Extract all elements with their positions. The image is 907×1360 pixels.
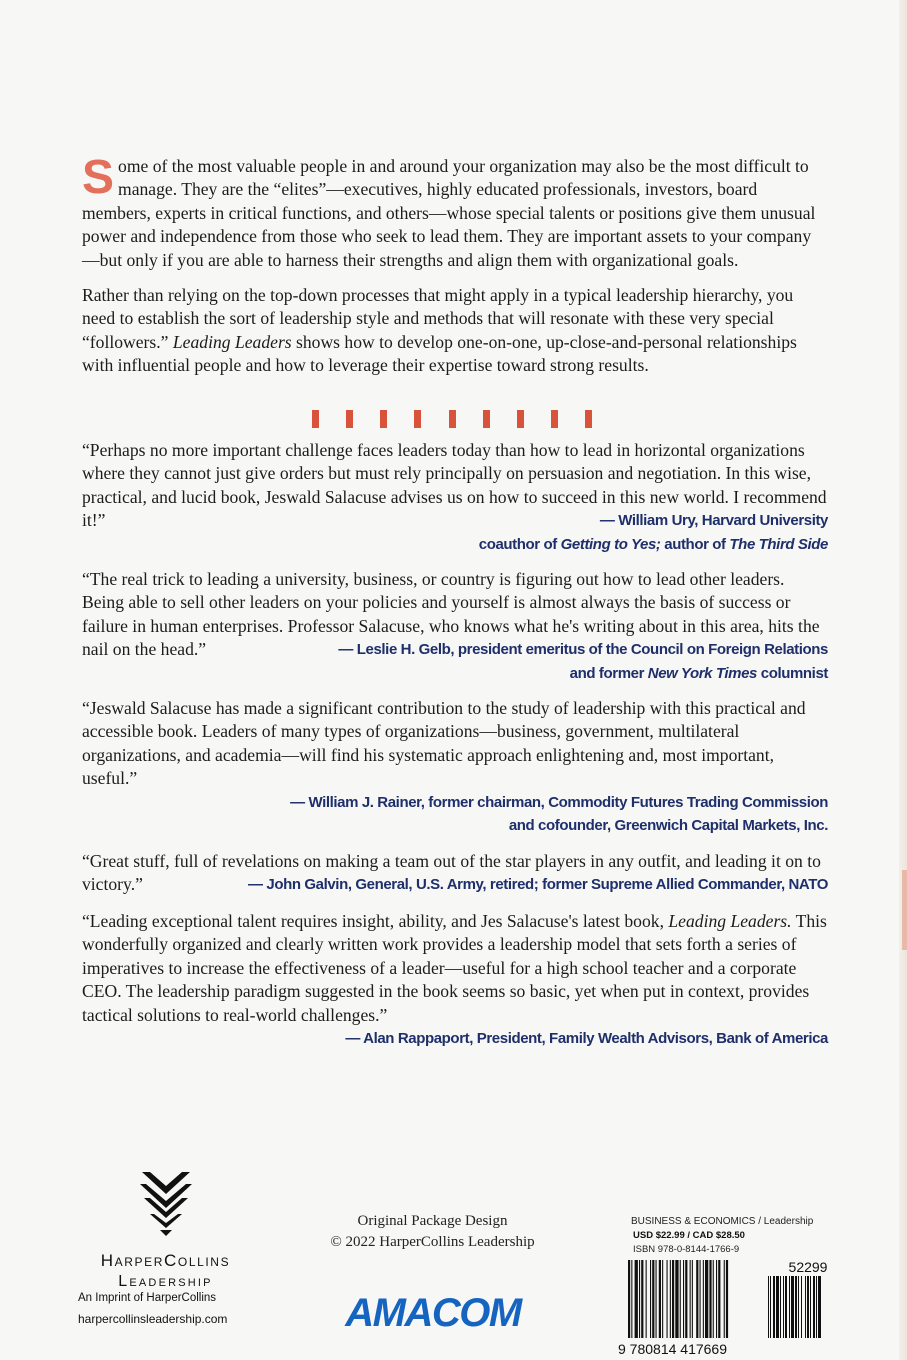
barcode-bar <box>703 1260 704 1338</box>
divider-dash <box>585 410 592 428</box>
isbn-barcode <box>618 1258 828 1358</box>
quote-text: “Perhaps no more important challenge faces leaders today than how to lead in horizontal organizations where they cannot just give orders but must rely principally on persuasion and negotiation. In this wise, practical, and lucid book, Jeswald Salacuse advises us on how to succeed in this new world. I recommend it!” <box>82 440 827 531</box>
divider-dash <box>551 410 558 428</box>
addon-digits: 52299 <box>788 1259 828 1275</box>
barcode-bar <box>641 1260 643 1338</box>
right-edge-strip <box>899 0 907 1360</box>
harpercollins-logo <box>78 1168 253 1291</box>
edge-color-mark <box>902 870 907 950</box>
quote-text: “Great stuff, full of revelations on making a team out of the star players in any outfit, and leading it on to victory.” — John Galvin, General, U.S. Army, retired; former Supreme Allied Commander, NATO <box>82 850 828 897</box>
addon-bar <box>785 1276 787 1338</box>
barcode-bar <box>675 1260 678 1338</box>
quote-galvin <box>82 850 828 897</box>
divider-dash <box>346 410 353 428</box>
publisher-url: harpercollinsleadership.com <box>78 1312 228 1326</box>
divider-dash <box>312 410 319 428</box>
barcode-bar <box>659 1260 661 1338</box>
barcode-bar <box>713 1260 714 1338</box>
logo-wordmark-top: HarperCollins <box>100 1251 231 1270</box>
addon-bar <box>818 1276 821 1338</box>
barcode-digits: 9 780814 417669 <box>618 1341 727 1357</box>
quote-gelb <box>82 568 828 685</box>
addon-bar <box>783 1276 784 1338</box>
divider-dash <box>380 410 387 428</box>
attribution-line-1: — John Galvin, General, U.S. Army, retired; former Supreme Allied Commander, NATO <box>248 876 828 894</box>
book-category: BUSINESS & ECONOMICS / Leadership <box>631 1216 814 1227</box>
addon-barcode-bars <box>768 1276 821 1338</box>
quote-rappaport <box>82 910 828 1050</box>
intro-text <box>82 151 827 390</box>
divider-dash <box>517 410 524 428</box>
quote-rainer <box>82 697 828 837</box>
barcode-bars <box>628 1260 728 1338</box>
barcode-bar <box>667 1260 668 1338</box>
divider-dash <box>449 410 456 428</box>
attribution-line-1: — Alan Rappaport, President, Family Wealth Advisors, Bank of America <box>345 1030 828 1048</box>
book-price: USD $22.99 / CAD $28.50 <box>633 1230 745 1241</box>
barcode-bar <box>696 1260 698 1338</box>
attribution-line-2: and cofounder, Greenwich Capital Markets, Inc. <box>508 817 828 835</box>
barcode-bar <box>672 1260 674 1338</box>
imprint-text: An Imprint of HarperCollins <box>78 1292 217 1304</box>
barcode-bar <box>716 1260 717 1338</box>
section-divider <box>312 410 592 428</box>
barcode-bar <box>670 1260 671 1338</box>
addon-bar <box>805 1276 806 1338</box>
barcode-bar <box>683 1260 684 1338</box>
addon-bar <box>816 1276 817 1338</box>
package-credit: Original Package Design © 2022 HarperCollins Leadership <box>330 1213 535 1250</box>
barcode-bar <box>690 1260 691 1338</box>
attribution-line-1: — William J. Rainer, former chairman, Commodity Futures Trading Commission <box>290 793 828 811</box>
barcode-bar <box>652 1260 654 1338</box>
amacom-logo <box>330 1286 536 1334</box>
addon-bar <box>798 1276 799 1338</box>
barcode-bar <box>639 1260 640 1338</box>
logo-wordmark-bottom: Leadership <box>118 1273 213 1290</box>
addon-bar <box>795 1276 797 1338</box>
barcode-bar <box>662 1260 663 1338</box>
addon-bar <box>776 1276 779 1338</box>
barcode-bar <box>692 1260 693 1338</box>
barcode-bar <box>709 1260 711 1338</box>
addon-bar <box>791 1276 794 1338</box>
quote-ury <box>82 439 828 556</box>
barcode-bar <box>726 1260 728 1338</box>
quote-text: “Jeswald Salacuse has made a significant contribution to the study of leadership with this practical and accessible book. Leaders of many types of organizations—business, government, multilateral organizations, and academia—will find his systematic approach enlightening and, most important, useful.” <box>82 698 806 789</box>
addon-bar <box>810 1276 811 1338</box>
addon-bar <box>789 1276 790 1338</box>
barcode-bar <box>685 1260 687 1338</box>
barcode-bar <box>631 1260 632 1338</box>
barcode-bar <box>705 1260 708 1338</box>
addon-bar <box>773 1276 775 1338</box>
barcode-bar <box>724 1260 725 1338</box>
addon-bar <box>768 1276 769 1338</box>
divider-dash <box>414 410 421 428</box>
barcode-bar <box>628 1260 630 1338</box>
quote-text: “Leading exceptional talent requires insight, ability, and Jes Salacuse's latest book, Leading Leaders. This wonderfully organized and clearly written work provides a leadership model that sets forth a series of imperatives to increase the effectiveness of a leader—useful for a high school teacher and a corporate CEO. The leadership paradigm suggested in the book seems so basic, yet when put in context, provides tactical solutions to real-world challenges.” <box>82 911 827 1025</box>
barcode-bar <box>700 1260 701 1338</box>
barcode-bar <box>680 1260 681 1338</box>
attribution-line-1: — William Ury, Harvard University <box>599 512 828 530</box>
amacom-wordmark: AMACOM <box>345 1291 521 1334</box>
attribution-line-2: and former New York Times columnist <box>569 664 828 682</box>
barcode-bar <box>656 1260 657 1338</box>
barcode-bar <box>718 1260 720 1338</box>
attribution-line-1: — Leslie H. Gelb, president emeritus of the Council on Foreign Relations <box>338 641 828 659</box>
quote-text: “The real trick to leading a university, business, or country is figuring out how to lead other leaders. Being able to sell other leaders on your policies and yourself is almost always the basis of success or failure in human enterprises. Professor Salacuse, who knows what he's writing about in this area, hits the nail on the head.” — Leslie H. Gelb, president emeritus of the Council on Foreign Relations <box>82 568 828 662</box>
intro-paragraph-2: Rather than relying on the top-down processes that might apply in a typical leadership hierarchy, you need to establish the sort of leadership style and methods that will resonate with these very special “followers.” Leading Leaders shows how to develop one-on-one, up-close-and-personal relationships with influential people and how to leverage their expertise toward strong results. <box>82 285 797 376</box>
barcode-bar <box>646 1260 647 1338</box>
barcode-bar <box>650 1260 651 1338</box>
book-isbn: ISBN 978-0-8144-1766-9 <box>633 1244 740 1255</box>
drop-cap: S <box>82 151 115 204</box>
intro-paragraph-1: Some of the most valuable people in and around your organization may also be the most difficult to manage. They are the “elites”—executives, highly educated professionals, investors, board members, experts in critical functions, and others—whose special talents or positions give them unusual power and independence from those who seek to lead them. They are important assets to your company—but only if you are able to harness their strengths and align them with organizational goals. <box>82 151 816 270</box>
addon-bar <box>807 1276 809 1338</box>
addon-bar <box>813 1276 815 1338</box>
addon-bar <box>780 1276 781 1338</box>
attribution-line-2: coauthor of Getting to Yes; author of The Third Side <box>478 535 828 553</box>
book-title: Leading Leaders <box>172 331 292 352</box>
addon-bar <box>801 1276 802 1338</box>
addon-bar <box>770 1276 771 1338</box>
barcode-bar <box>635 1260 638 1338</box>
flame-logo-icon <box>136 1168 196 1240</box>
divider-dash <box>483 410 490 428</box>
